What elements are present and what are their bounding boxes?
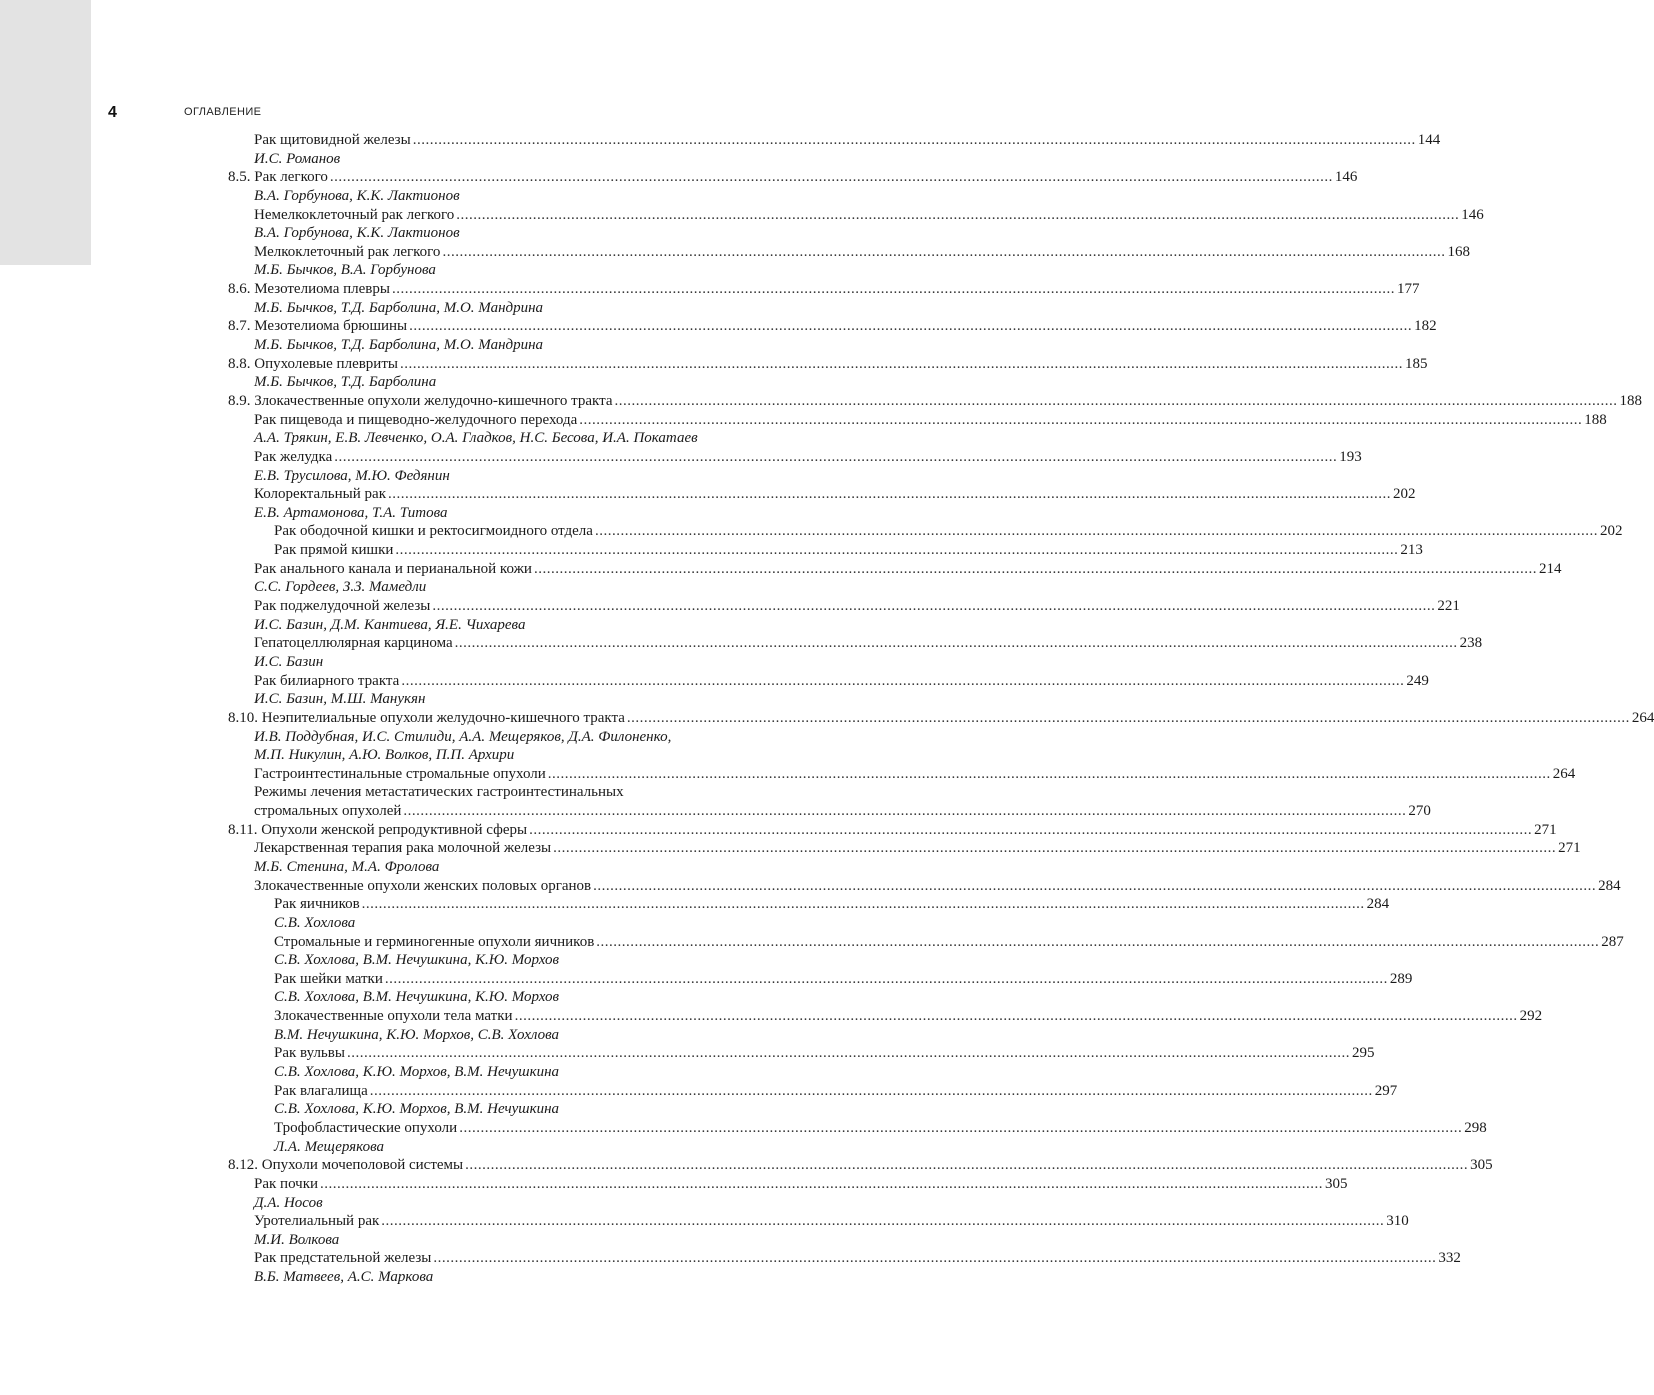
toc-entry-title: Трофобластические опухоли	[274, 1119, 458, 1136]
toc-authors: М.Б. Стенина, М.А. Фролова	[254, 858, 440, 875]
toc-entry	[228, 597, 1460, 616]
dot-leader	[579, 411, 1582, 430]
toc-page-number: 298	[1464, 1119, 1487, 1136]
toc-authors: М.Б. Бычков, Т.Д. Барболина, М.О. Мандрина	[254, 337, 544, 354]
toc-entry-title: Рак поджелудочной железы	[254, 598, 431, 615]
toc-entry	[228, 131, 1441, 150]
toc-entry-title: Рак влагалища	[274, 1082, 368, 1099]
dot-leader	[593, 877, 1596, 896]
toc-entry	[228, 1119, 1487, 1138]
toc-page-number: 146	[1461, 206, 1484, 223]
toc-page-number: 264	[1631, 709, 1654, 726]
toc-authors: С.С. Гордеев, З.З. Мамедли	[254, 579, 427, 596]
toc-authors: Д.А. Носов	[254, 1194, 323, 1211]
toc-entry	[228, 448, 1362, 467]
toc-entry-title: стромальных опухолей	[254, 803, 402, 820]
toc-entry-title: Рак желудка	[254, 448, 333, 465]
toc-page-number: 271	[1558, 840, 1581, 857]
toc-entry-title: 8.8. Опухолевые плевриты	[228, 355, 398, 372]
toc-entry-title: Мелкоклеточный рак легкого	[254, 243, 441, 260]
toc-authors: Л.А. Мещерякова	[274, 1138, 384, 1155]
toc-entry-title: Рак билиарного тракта	[254, 672, 400, 689]
toc-entry-title: Рак шейки матки	[274, 970, 383, 987]
toc-entry	[228, 1249, 1461, 1268]
toc-authors: И.С. Базин, М.Ш. Манукян	[254, 691, 426, 708]
dot-leader	[459, 1119, 1462, 1138]
toc-entry-title: Гепатоцеллюлярная карцинома	[254, 635, 453, 652]
toc-entry-title: Рак пищевода и пищеводно-желудочного перехода	[254, 411, 578, 428]
dot-leader	[548, 765, 1551, 784]
dot-leader	[381, 1212, 1384, 1231]
dot-leader	[401, 672, 1404, 691]
dot-leader	[432, 597, 1435, 616]
toc-page-number: 182	[1414, 318, 1437, 335]
toc-entry	[228, 970, 1413, 989]
toc-page-number: 270	[1408, 803, 1431, 820]
toc-page-number: 185	[1404, 355, 1428, 372]
table-of-contents	[228, 131, 1654, 1287]
toc-page-number: 332	[1438, 1250, 1461, 1267]
toc-entry	[228, 541, 1423, 560]
side-tab-marker	[0, 0, 91, 265]
toc-entry	[228, 1044, 1375, 1063]
toc-entry-title: Гастроинтестинальные стромальные опухоли	[254, 765, 546, 782]
toc-page-number: 202	[1599, 523, 1623, 540]
toc-entry-title: Рак прямой кишки	[274, 542, 394, 559]
toc-entry	[228, 392, 1642, 411]
toc-page-number: 238	[1459, 635, 1483, 652]
toc-entry	[228, 206, 1484, 225]
toc-entry	[228, 672, 1429, 691]
toc-entry-title: 8.10. Неэпителиальные опухоли желудочно-кишечного тракта	[228, 709, 625, 726]
toc-entry-title-line: Режимы лечения метастатических гастроинтестинальных	[254, 784, 624, 801]
toc-authors: С.В. Хохлова, К.Ю. Морхов, В.М. Нечушкина	[274, 1064, 560, 1081]
dot-leader	[403, 802, 1406, 821]
dot-leader	[433, 1249, 1436, 1268]
toc-entry	[228, 411, 1607, 430]
toc-entry-title: Злокачественные опухоли тела матки	[274, 1008, 513, 1025]
toc-page-number: 284	[1366, 896, 1390, 913]
toc-entry	[228, 355, 1428, 374]
toc-page-number: 213	[1400, 542, 1423, 559]
toc-entry	[228, 485, 1416, 504]
toc-entry-title: Рак анального канала и перианальной кожи	[254, 560, 532, 577]
toc-entry-title: Рак ободочной кишки и ректосигмоидного отдела	[274, 523, 593, 540]
toc-entry	[228, 1007, 1543, 1026]
toc-page-number: 284	[1598, 877, 1621, 894]
toc-entry	[228, 280, 1420, 299]
toc-entry-title: Немелкоклеточный рак легкого	[254, 206, 455, 223]
toc-authors: М.Б. Бычков, Т.Д. Барболина	[254, 374, 437, 391]
toc-page-number: 310	[1386, 1213, 1409, 1230]
dot-leader	[627, 709, 1630, 728]
toc-authors: В.Б. Матвеев, А.С. Маркова	[254, 1269, 434, 1286]
dot-leader	[347, 1044, 1350, 1063]
toc-entry	[228, 168, 1358, 187]
running-head: ОГЛАВЛЕНИЕ	[184, 106, 262, 118]
toc-page-number: 202	[1392, 486, 1416, 503]
toc-authors: И.С. Базин, Д.М. Кантиева, Я.Е. Чихарева	[254, 616, 526, 633]
toc-entry	[228, 709, 1654, 728]
dot-leader	[362, 895, 1365, 914]
page-number: 4	[108, 104, 117, 121]
toc-authors: Е.В. Артамонова, Т.А. Титова	[254, 504, 448, 521]
toc-page-number: 305	[1470, 1157, 1493, 1174]
toc-entry-title: Рак яичников	[274, 896, 360, 913]
toc-page-number: 144	[1417, 132, 1441, 148]
toc-entry-title: Рак предстательной железы	[254, 1250, 432, 1267]
toc-page-number: 305	[1325, 1175, 1348, 1192]
toc-authors: В.А. Горбунова, К.К. Лактионов	[254, 187, 460, 204]
toc-authors: И.В. Поддубная, И.С. Стилиди, А.А. Мещеряков, Д.А. Филоненко,	[254, 728, 672, 745]
toc-entry-title: 8.12. Опухоли мочеполовой системы	[228, 1157, 464, 1174]
toc-page-number: 221	[1437, 598, 1460, 615]
toc-entry	[228, 243, 1470, 262]
toc-entry-title: 8.6. Мезотелиома плевры	[228, 281, 390, 298]
toc-authors: И.С. Базин	[254, 653, 324, 670]
toc-entry-title: Рак вульвы	[274, 1045, 345, 1062]
toc-page-number: 287	[1601, 933, 1624, 950]
dot-leader	[320, 1175, 1323, 1194]
toc-page-number: 188	[1584, 411, 1607, 428]
toc-entry-title: Колоректальный рак	[254, 486, 386, 503]
toc-authors: В.М. Нечушкина, К.Ю. Морхов, С.В. Хохлова	[274, 1026, 560, 1043]
toc-entry	[228, 877, 1621, 896]
dot-leader	[330, 168, 1333, 187]
dot-leader	[395, 541, 1398, 560]
dot-leader	[465, 1156, 1468, 1175]
dot-leader	[400, 355, 1403, 374]
dot-leader	[370, 1082, 1373, 1101]
toc-page-number: 264	[1552, 765, 1576, 782]
toc-authors: М.И. Волкова	[254, 1231, 340, 1248]
toc-entry-title: Лекарственная терапия рака молочной железы	[254, 840, 552, 857]
toc-authors: С.В. Хохлова, В.М. Нечушкина, К.Ю. Морхов	[274, 989, 560, 1006]
toc-entry-title: Рак щитовидной железы	[254, 132, 411, 148]
toc-entry	[228, 895, 1390, 914]
dot-leader	[515, 1007, 1518, 1026]
toc-entry	[228, 1082, 1398, 1101]
toc-entry-title: 8.9. Злокачественные опухоли желудочно-кишечного тракта	[228, 392, 613, 409]
dot-leader	[413, 131, 1416, 150]
dot-leader	[595, 522, 1598, 541]
toc-entry-title: Стромальные и герминогенные опухоли яичников	[274, 933, 595, 950]
toc-page-number: 193	[1339, 448, 1362, 465]
toc-entry-title: 8.5. Рак легкого	[228, 169, 328, 186]
toc-entry	[228, 1212, 1409, 1231]
toc-authors: М.Б. Бычков, Т.Д. Барболина, М.О. Мандрина	[254, 299, 544, 316]
toc-entry	[228, 634, 1483, 653]
toc-entry	[228, 522, 1623, 541]
toc-page-number: 168	[1447, 243, 1470, 260]
toc-entry	[228, 839, 1581, 858]
toc-entry	[228, 317, 1437, 336]
dot-leader	[392, 280, 1395, 299]
toc-page-number: 292	[1519, 1008, 1543, 1025]
dot-leader	[614, 392, 1617, 411]
toc-authors: В.А. Горбунова, К.К. Лактионов	[254, 225, 460, 242]
toc-page-number: 146	[1334, 169, 1358, 186]
toc-authors: А.А. Трякин, Е.В. Левченко, О.А. Гладков, Н.С. Бесова, И.А. Покатаев	[254, 430, 698, 447]
toc-page-number: 295	[1351, 1045, 1375, 1062]
dot-leader	[334, 448, 1337, 467]
toc-authors: С.В. Хохлова, К.Ю. Морхов, В.М. Нечушкина	[274, 1101, 560, 1118]
dot-leader	[534, 560, 1537, 579]
dot-leader	[385, 970, 1388, 989]
dot-leader	[596, 933, 1599, 952]
dot-leader	[409, 317, 1412, 336]
toc-entry	[228, 560, 1562, 579]
dot-leader	[455, 634, 1458, 653]
toc-page-number: 177	[1396, 281, 1420, 298]
dot-leader	[456, 206, 1459, 225]
toc-entry-title: 8.7. Мезотелиома брюшины	[228, 318, 408, 335]
toc-entry	[228, 802, 1431, 821]
toc-entry	[228, 821, 1557, 840]
toc-entry	[228, 1175, 1348, 1194]
toc-entry	[228, 765, 1576, 784]
toc-authors: Е.В. Трусилова, М.Ю. Федянин	[254, 467, 450, 484]
toc-authors: М.П. Никулин, А.Ю. Волков, П.П. Архири	[254, 747, 515, 764]
toc-entry-title: Рак почки	[254, 1175, 319, 1192]
toc-authors: М.Б. Бычков, В.А. Горбунова	[254, 262, 436, 279]
toc-authors: С.В. Хохлова	[274, 914, 356, 931]
toc-authors: И.С. Романов	[254, 150, 341, 167]
toc-entry-title: Злокачественные опухоли женских половых органов	[254, 877, 592, 894]
toc-page-number: 249	[1406, 672, 1429, 689]
dot-leader	[529, 821, 1532, 840]
toc-page-number: 214	[1538, 560, 1562, 577]
dot-leader	[553, 839, 1556, 858]
toc-page-number: 289	[1389, 970, 1413, 987]
toc-entry-title: Уротелиальный рак	[254, 1213, 380, 1230]
toc-page-number: 188	[1619, 392, 1642, 409]
toc-authors: С.В. Хохлова, В.М. Нечушкина, К.Ю. Морхов	[274, 952, 560, 969]
toc-entry	[228, 1156, 1493, 1175]
dot-leader	[442, 243, 1445, 262]
toc-entry	[228, 933, 1624, 952]
toc-entry-title: 8.11. Опухоли женской репродуктивной сферы	[228, 821, 528, 838]
toc-page-number: 271	[1534, 821, 1557, 838]
dot-leader	[388, 485, 1391, 504]
toc-page-number: 297	[1374, 1082, 1398, 1099]
